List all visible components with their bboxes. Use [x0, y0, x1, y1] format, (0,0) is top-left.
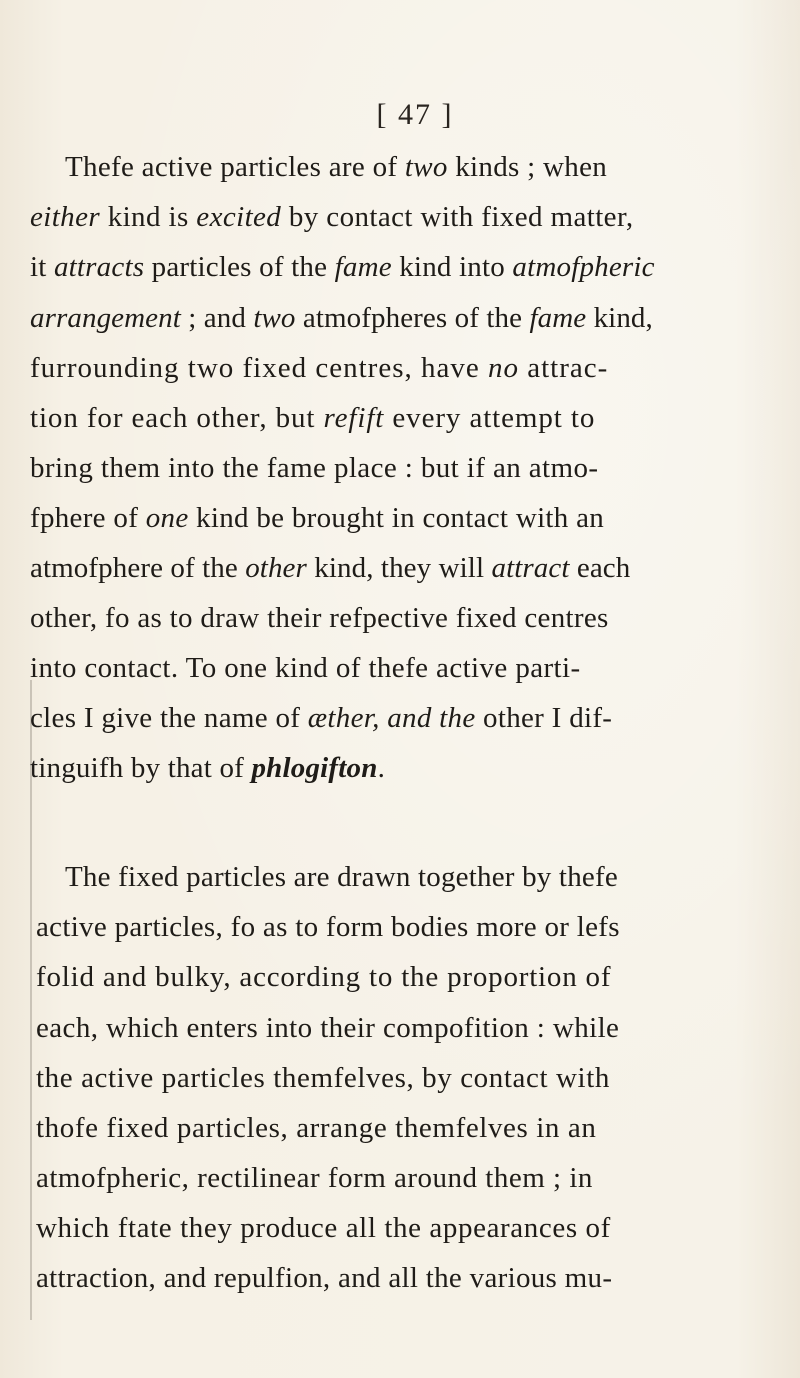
- text-line: furrounding two fixed centres, have no attrac-: [30, 352, 609, 384]
- text-line: Thefe active particles are of two kinds ; when: [65, 151, 608, 183]
- text-line: other, fo as to draw their refpective fixed centres: [30, 602, 609, 634]
- text-line: folid and bulky, according to the proportion of: [36, 961, 612, 993]
- text-line: The fixed particles are drawn together by thefe: [65, 861, 618, 893]
- text-line: tinguifh by that of phlogifton.: [30, 752, 386, 784]
- text-line: either kind is excited by contact with fixed matter,: [30, 201, 634, 233]
- text-line: tion for each other, but refift every attempt to: [30, 402, 596, 434]
- page-number: [ 47 ]: [376, 98, 454, 131]
- text-line: thofe fixed particles, arrange themfelves in an: [36, 1112, 597, 1144]
- text-line: fphere of one kind be brought in contact with an: [30, 502, 605, 534]
- text-line: atmofphere of the other kind, they will attract each: [30, 552, 631, 584]
- text-line: which ftate they produce all the appearances of: [36, 1212, 611, 1244]
- text-line: arrangement ; and two atmofpheres of the fame kind,: [30, 302, 653, 334]
- text-line: attraction, and repulfion, and all the various mu-: [36, 1262, 613, 1294]
- text-line: into contact. To one kind of thefe active parti-: [30, 652, 581, 684]
- text-line: bring them into the fame place : but if an atmo-: [30, 452, 599, 484]
- text-line: atmofpheric, rectilinear form around them ; in: [36, 1162, 593, 1194]
- text-line: each, which enters into their compofition : while: [36, 1012, 620, 1044]
- text-line: it attracts particles of the fame kind into atmofpheric: [30, 251, 655, 283]
- text-line: active particles, fo as to form bodies more or lefs: [36, 911, 620, 943]
- text-line: cles I give the name of æther, and the other I dif-: [30, 702, 613, 734]
- text-line: the active particles themfelves, by contact with: [36, 1062, 610, 1094]
